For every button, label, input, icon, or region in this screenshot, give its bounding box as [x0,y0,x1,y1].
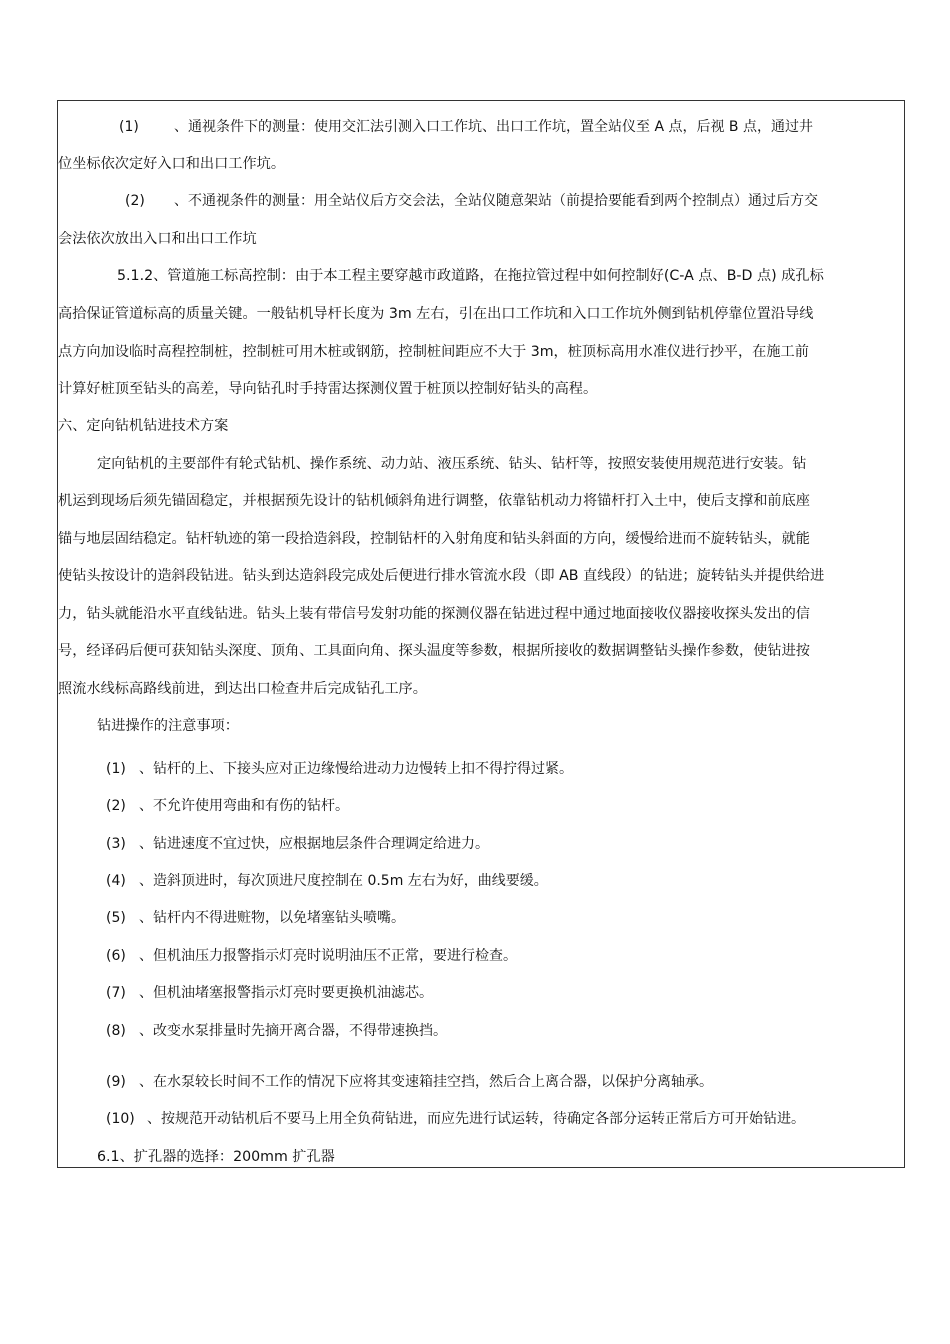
paragraph-text: 力，钻头就能沿水平直线钻进。钻头上装有带信号发射功能的探测仪器在钻进过程中通过地面接收仪器接收探头发出的信 [58,606,810,622]
note-text: 、不允许使用弯曲和有伤的钻杆。 [139,798,349,814]
note-number: (1) [106,761,126,777]
paragraph-text: 位坐标依次定好入口和出口工作坑。 [58,156,286,172]
document-frame [57,100,905,1168]
note-number: (4) [106,873,126,889]
paragraph-text: 点方向加设临时高程控制桩，控制桩可用木桩或钢筋，控制桩间距应不大于 3m，桩顶标高用水准仪进行抄平，在施工前 [58,344,809,360]
paragraph-text: 定向钻机的主要部件有轮式钻机、操作系统、动力站、液压系统、钻头、钻杆等，按照安装使用规范进行安装。钻 [97,456,807,472]
note-number: (5) [106,910,126,926]
paragraph-text: 号，经译码后便可获知钻头深度、顶角、工具面向角、探头温度等参数，根据所接收的数据调整钻头操作参数，使钻进按 [58,643,810,659]
note-text: 、钻杆内不得进赃物，以免堵塞钻头喷嘴。 [139,910,405,926]
note-text: 、按规范开动钻机后不要马上用全负荷钻进，而应先进行试运转，待确定各部分运转正常后方可开始钻进。 [147,1111,805,1127]
paragraph-text: 5.1.2、管道施工标高控制：由于本工程主要穿越市政道路，在拖拉管过程中如何控制好(C-A 点、B-D 点) 成孔标 [117,268,824,284]
subsection-heading: 6.1、扩孔器的选择：200mm 扩孔器 [97,1149,335,1165]
paragraph-number: (1) [119,119,139,135]
note-text: 、改变水泵排量时先摘开离合器，不得带速换挡。 [139,1023,447,1039]
note-text: 、但机油堵塞报警指示灯亮时要更换机油滤芯。 [139,985,433,1001]
note-text: 、钻进速度不宜过快，应根据地层条件合理调定给进力。 [139,836,489,852]
note-text: 、但机油压力报警指示灯亮时说明油压不正常，要进行检查。 [139,948,517,964]
note-number: (10) [106,1111,135,1127]
notes-heading: 钻进操作的注意事项： [97,718,239,734]
note-number: (8) [106,1023,126,1039]
paragraph-text: 机运到现场后须先锚固稳定，并根据预先设计的钻机倾斜角进行调整，依靠钻机动力将锚杆打入土中，使后支撑和前底座 [58,493,810,509]
note-text: 、在水泵较长时间不工作的情况下应将其变速箱挂空挡，然后合上离合器，以保护分离轴承。 [139,1074,713,1090]
paragraph-text: 照流水线标高路线前进，到达出口检查井后完成钻孔工序。 [58,681,427,697]
note-number: (6) [106,948,126,964]
paragraph-text: 计算好桩顶至钻头的高差，导向钻孔时手持雷达探测仪置于桩顶以控制好钻头的高程。 [58,381,598,397]
paragraph-text: 、不通视条件的测量：用全站仪后方交会法，全站仪随意架站（前提拾要能看到两个控制点）通过后方交 [174,193,818,209]
paragraph-text: 使钻头按设计的造斜段钻进。钻头到达造斜段完成处后便进行排水管流水段（即 AB 直线段）的钻进；旋转钻头并提供给进 [58,568,825,584]
note-number: (7) [106,985,126,1001]
paragraph-text: 会法依次放出入口和出口工作坑 [58,231,257,247]
paragraph-text: 高拾保证管道标高的质量关键。一般钻机导杆长度为 3m 左右，引在出口工作坑和入口工作坑外侧到钻机停靠位置沿导线 [58,306,814,322]
note-number: (9) [106,1074,126,1090]
note-text: 、钻杆的上、下接头应对正边缘慢给进动力边慢转上扣不得拧得过紧。 [139,761,573,777]
paragraph-number: (2) [125,193,145,209]
section-heading: 六、定向钻机钻进技术方案 [58,418,229,434]
note-number: (2) [106,798,126,814]
note-text: 、造斜顶进时，每次顶进尺度控制在 0.5m 左右为好，曲线要缓。 [139,873,548,889]
note-number: (3) [106,836,126,852]
paragraph-text: 、通视条件下的测量：使用交汇法引测入口工作坑、出口工作坑，置全站仪至 A 点，后视 B 点，通过井 [174,119,813,135]
paragraph-text: 锚与地层固结稳定。钻杆轨迹的第一段拾造斜段，控制钻杆的入射角度和钻头斜面的方向，缓慢给进而不旋转钻头，就能 [58,531,810,547]
